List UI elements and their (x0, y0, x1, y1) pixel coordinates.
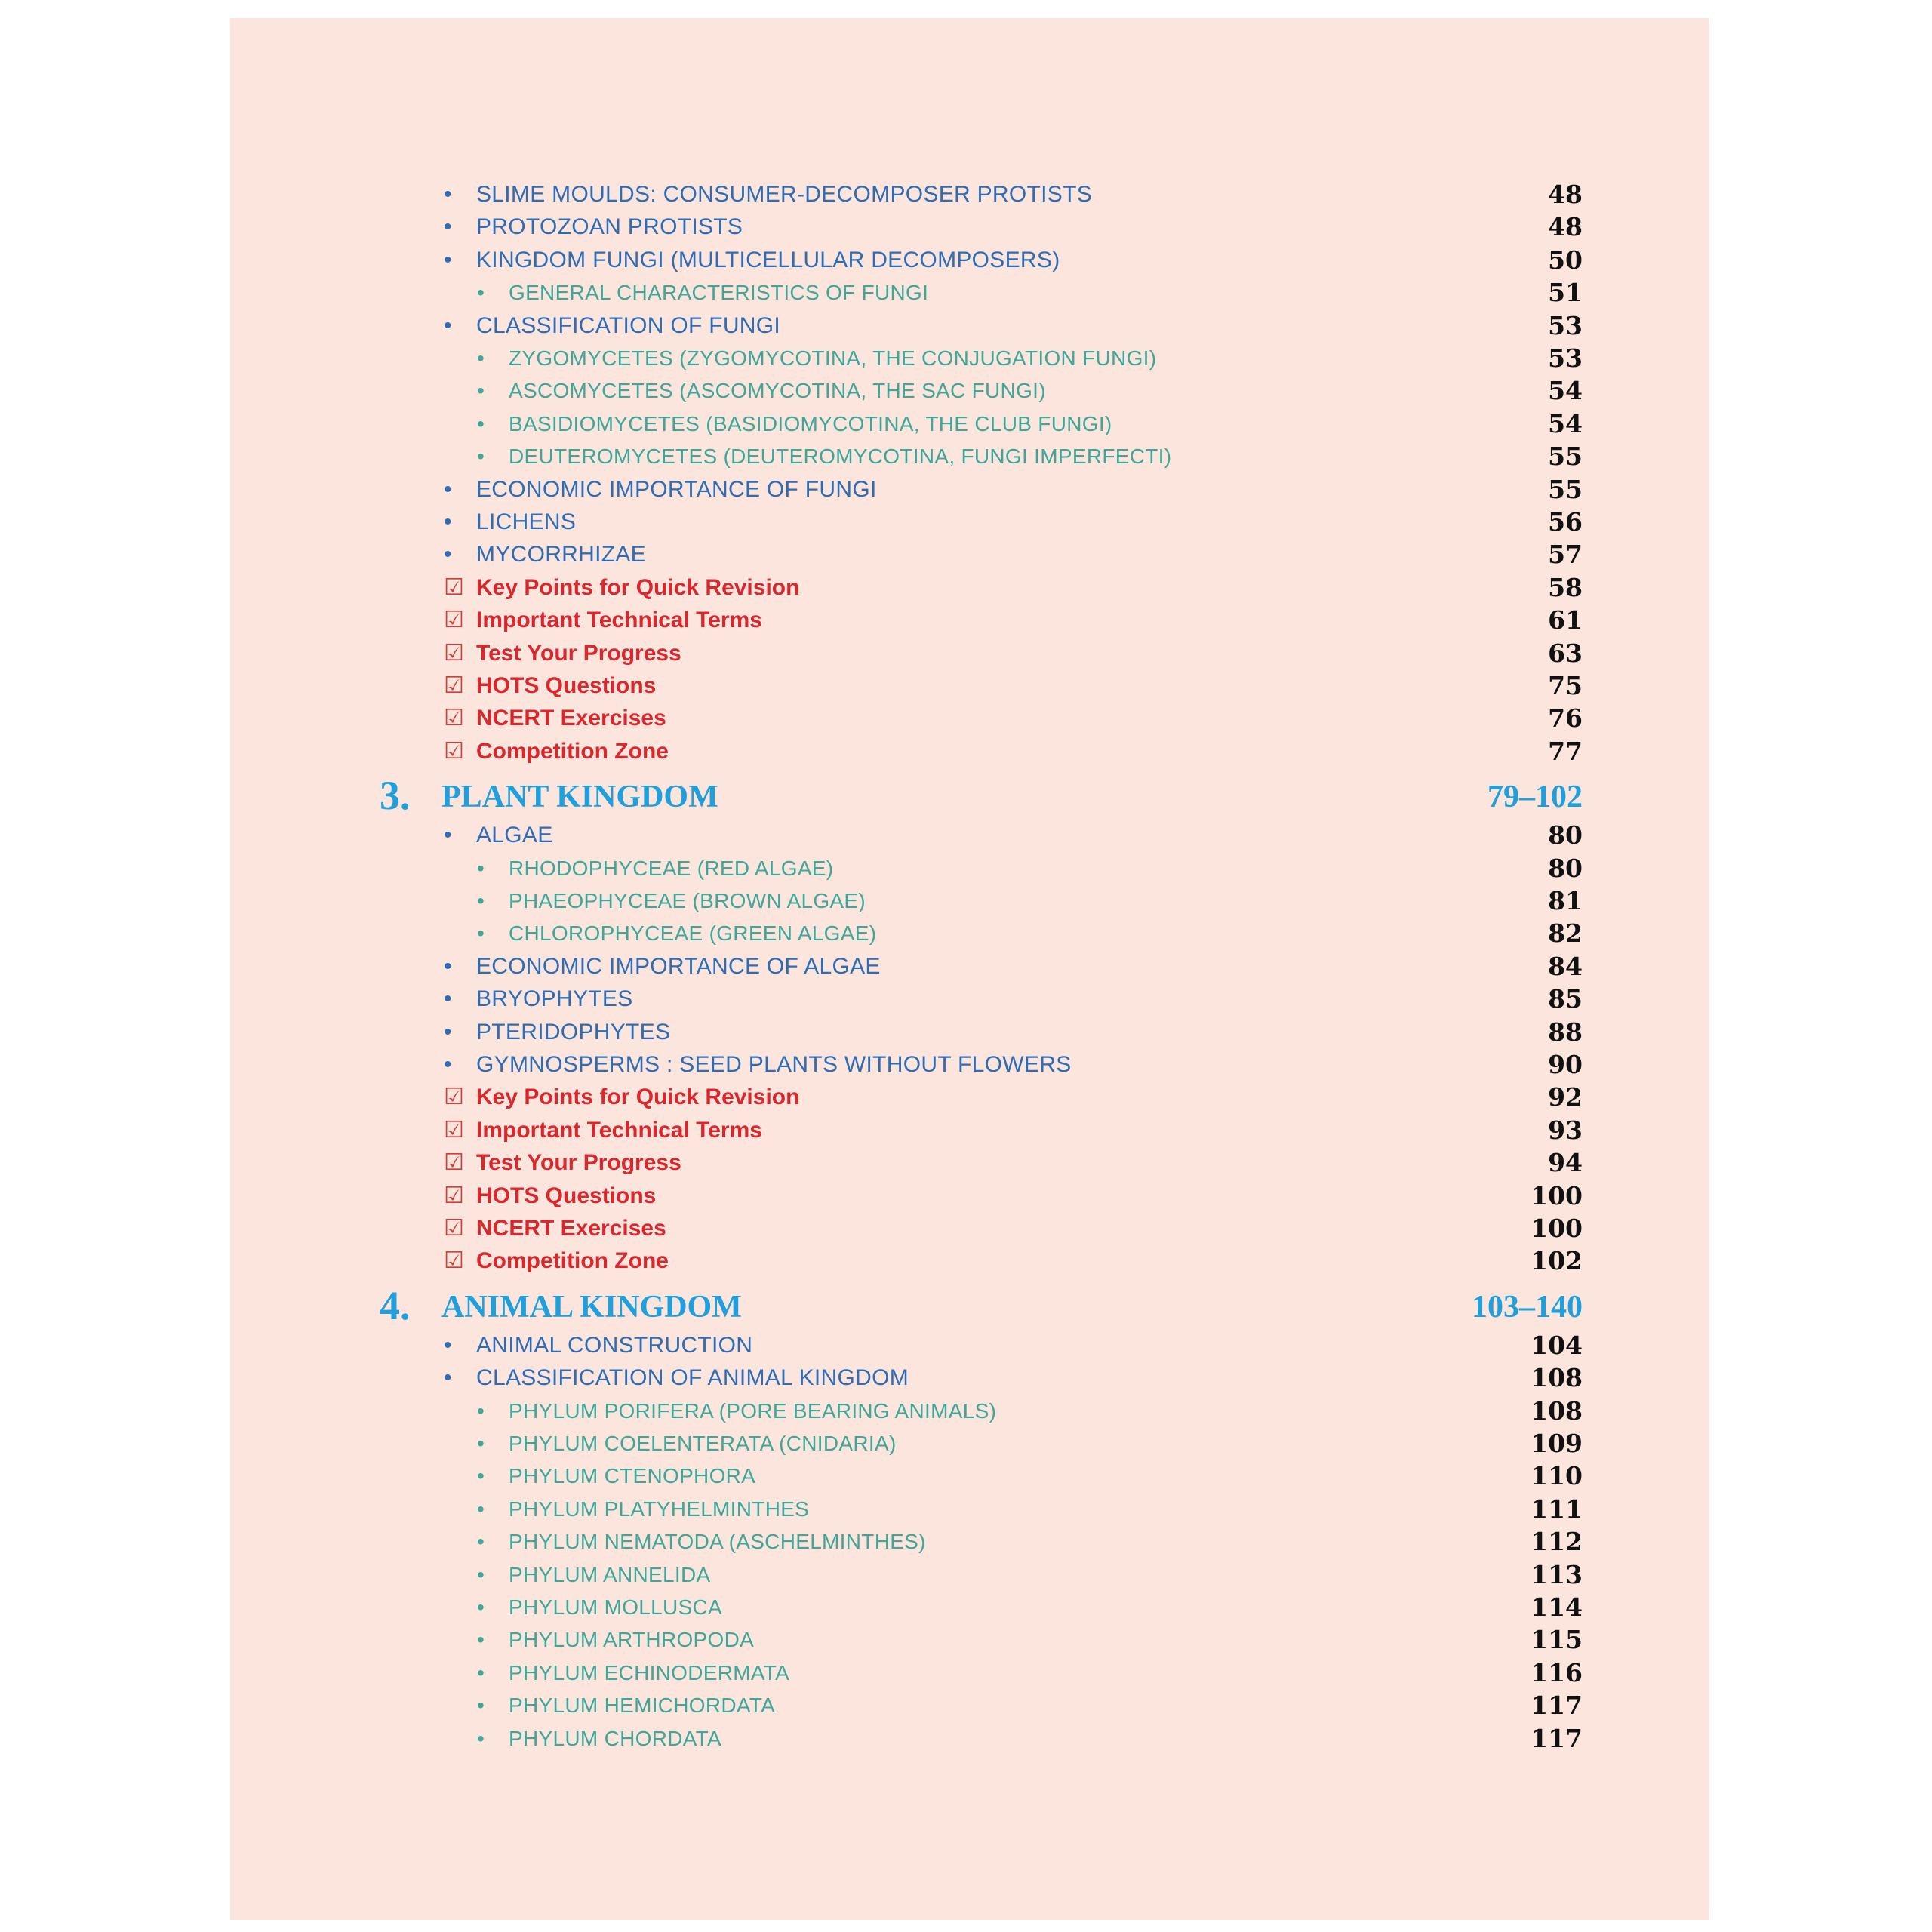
page-number: 48 (1548, 180, 1583, 209)
bullet-icon: • (477, 1595, 485, 1619)
topic-entry[interactable] (230, 506, 1709, 539)
page-number: 104 (1531, 1331, 1583, 1360)
checkbox-icon: ☑ (444, 1216, 464, 1241)
feature-entry[interactable] (230, 571, 1709, 605)
entry-title: ASCOMYCETES (ASCOMYCOTINA, THE SAC FUNGI) (509, 379, 1046, 402)
page-number: 116 (1531, 1658, 1583, 1687)
bullet-icon: • (444, 542, 452, 567)
bullet-icon: • (477, 1432, 485, 1455)
entry-title: HOTS Questions (476, 1183, 657, 1208)
entry-title: CLASSIFICATION OF ANIMAL KINGDOM (476, 1365, 909, 1390)
bullet-icon: • (477, 281, 485, 304)
checkbox-icon: ☑ (444, 641, 464, 666)
chapter-heading[interactable] (230, 769, 1709, 822)
chapter-page-range: 103–140 (1472, 1290, 1583, 1324)
subtopic-entry[interactable] (230, 852, 1709, 885)
entry-title: Test Your Progress (476, 641, 681, 666)
page-number: 84 (1548, 952, 1583, 981)
topic-entry[interactable] (230, 1016, 1709, 1049)
bullet-icon: • (444, 509, 452, 534)
bullet-icon: • (444, 1020, 452, 1044)
page-number: 90 (1548, 1050, 1583, 1079)
feature-entry[interactable] (230, 735, 1709, 768)
chapter-number: 4. (380, 1283, 411, 1328)
bullet-icon: • (477, 1464, 485, 1487)
entry-title: ECONOMIC IMPORTANCE OF FUNGI (476, 477, 877, 502)
topic-entry[interactable] (230, 473, 1709, 506)
entry-title: MYCORRHIZAE (476, 542, 646, 567)
bullet-icon: • (444, 248, 452, 272)
topic-entry[interactable] (230, 950, 1709, 983)
bullet-icon: • (477, 1694, 485, 1717)
toc-page (230, 18, 1709, 1920)
feature-entry[interactable] (230, 637, 1709, 670)
subtopic-entry[interactable] (230, 884, 1709, 918)
bullet-icon: • (477, 889, 485, 912)
entry-title: Test Your Progress (476, 1150, 681, 1175)
page-number: 85 (1548, 984, 1583, 1014)
entry-title: PTERIDOPHYTES (476, 1020, 671, 1044)
feature-entry[interactable] (230, 1081, 1709, 1114)
page-number: 54 (1548, 376, 1583, 405)
page-number: 108 (1531, 1396, 1583, 1426)
checkbox-icon: ☑ (444, 608, 464, 632)
page-number: 100 (1531, 1181, 1583, 1211)
entry-title: Important Technical Terms (476, 608, 762, 632)
topic-entry[interactable] (230, 244, 1709, 277)
page-number: 92 (1548, 1082, 1583, 1112)
bullet-icon: • (477, 1661, 485, 1684)
checkbox-icon: ☑ (444, 575, 464, 600)
bullet-icon: • (477, 857, 485, 880)
page-number: 112 (1531, 1527, 1583, 1556)
bullet-icon: • (477, 412, 485, 435)
bullet-icon: • (477, 921, 485, 945)
bullet-icon: • (444, 182, 452, 207)
feature-entry[interactable] (230, 702, 1709, 735)
feature-entry[interactable] (230, 1212, 1709, 1245)
entry-title: PHYLUM NEMATODA (ASCHELMINTHES) (509, 1530, 926, 1553)
entry-title: Key Points for Quick Revision (476, 1084, 800, 1109)
entry-title: DEUTEROMYCETES (DEUTEROMYCOTINA, FUNGI IMPERFECTI) (509, 445, 1172, 468)
topic-entry[interactable] (230, 309, 1709, 343)
topic-entry[interactable] (230, 178, 1709, 211)
feature-entry[interactable] (230, 1114, 1709, 1147)
bullet-icon: • (444, 313, 452, 338)
page-number: 77 (1548, 737, 1583, 766)
page-number: 117 (1531, 1724, 1583, 1753)
entry-title: KINGDOM FUNGI (MULTICELLULAR DECOMPOSERS) (476, 248, 1060, 272)
topic-entry[interactable] (230, 1329, 1709, 1362)
page-number: 63 (1548, 638, 1583, 668)
bullet-icon: • (477, 1399, 485, 1423)
page-number: 76 (1548, 703, 1583, 733)
page-number: 61 (1548, 605, 1583, 635)
feature-entry[interactable] (230, 669, 1709, 703)
subtopic-entry[interactable] (230, 1427, 1709, 1460)
entry-title: Important Technical Terms (476, 1118, 762, 1143)
entry-title: GENERAL CHARACTERISTICS OF FUNGI (509, 281, 929, 304)
bullet-icon: • (477, 1727, 485, 1750)
entry-title: LICHENS (476, 509, 577, 534)
entry-title: CHLOROPHYCEAE (GREEN ALGAE) (509, 921, 877, 945)
page-number: 56 (1548, 507, 1583, 537)
page-number: 81 (1548, 886, 1583, 915)
bullet-icon: • (477, 445, 485, 468)
page-number: 102 (1531, 1246, 1583, 1275)
entry-title: NCERT Exercises (476, 1216, 666, 1241)
page-number: 100 (1531, 1214, 1583, 1243)
entry-title: GYMNOSPERMS : SEED PLANTS WITHOUT FLOWERS (476, 1052, 1072, 1077)
page-number: 48 (1548, 212, 1583, 242)
page-number: 53 (1548, 343, 1583, 373)
feature-entry[interactable] (230, 1146, 1709, 1180)
page-number: 117 (1531, 1690, 1583, 1720)
entry-title: BASIDIOMYCETES (BASIDIOMYCOTINA, THE CLUB FUNGI) (509, 412, 1112, 435)
subtopic-entry[interactable] (230, 374, 1709, 408)
topic-entry[interactable] (230, 211, 1709, 244)
bullet-icon: • (477, 1497, 485, 1521)
entry-title: ECONOMIC IMPORTANCE OF ALGAE (476, 954, 881, 979)
page-number: 109 (1531, 1429, 1583, 1458)
bullet-icon: • (477, 379, 485, 402)
page-number: 93 (1548, 1115, 1583, 1145)
checkbox-icon: ☑ (444, 1183, 464, 1208)
page-number: 51 (1548, 278, 1583, 307)
entry-title: PHYLUM PORIFERA (PORE BEARING ANIMALS) (509, 1399, 997, 1423)
page-number: 55 (1548, 475, 1583, 504)
entry-title: PHYLUM CHORDATA (509, 1727, 721, 1750)
entry-title: ANIMAL CONSTRUCTION (476, 1333, 753, 1358)
subtopic-entry[interactable] (230, 1689, 1709, 1722)
page-number: 55 (1548, 441, 1583, 471)
checkbox-icon: ☑ (444, 1150, 464, 1175)
page-number: 113 (1531, 1560, 1583, 1589)
page-number: 80 (1548, 820, 1583, 850)
subtopic-entry[interactable] (230, 1460, 1709, 1493)
bullet-icon: • (444, 1365, 452, 1390)
bullet-icon: • (444, 214, 452, 239)
entry-title: PHYLUM CTENOPHORA (509, 1464, 756, 1487)
feature-entry[interactable] (230, 604, 1709, 637)
subtopic-entry[interactable] (230, 1657, 1709, 1690)
subtopic-entry[interactable] (230, 1493, 1709, 1526)
entry-title: HOTS Questions (476, 673, 657, 698)
chapter-number: 3. (380, 773, 411, 818)
entry-title: NCERT Exercises (476, 706, 666, 731)
feature-entry[interactable] (230, 1244, 1709, 1278)
subtopic-entry[interactable] (230, 1623, 1709, 1657)
subtopic-entry[interactable] (230, 1591, 1709, 1624)
entry-title: PHYLUM PLATYHELMINTHES (509, 1497, 810, 1521)
entry-title: Key Points for Quick Revision (476, 575, 800, 600)
bullet-icon: • (477, 346, 485, 370)
page-number: 82 (1548, 918, 1583, 948)
page-number: 110 (1531, 1461, 1583, 1491)
page-number: 111 (1531, 1494, 1583, 1524)
topic-entry[interactable] (230, 538, 1709, 571)
entry-title: Competition Zone (476, 739, 669, 764)
page-number: 50 (1548, 245, 1583, 275)
entry-title: ALGAE (476, 823, 553, 848)
checkbox-icon: ☑ (444, 706, 464, 731)
chapter-page-range: 79–102 (1487, 780, 1583, 814)
entry-title: ZYGOMYCETES (ZYGOMYCOTINA, THE CONJUGATION FUNGI) (509, 346, 1157, 370)
chapter-title: PLANT KINGDOM (441, 780, 718, 814)
subtopic-entry[interactable] (230, 1722, 1709, 1755)
entry-title: Competition Zone (476, 1248, 669, 1273)
topic-entry[interactable] (230, 983, 1709, 1016)
topic-entry[interactable] (230, 1361, 1709, 1395)
page-number: 115 (1531, 1625, 1583, 1654)
entry-title: BRYOPHYTES (476, 986, 633, 1011)
page-number: 53 (1548, 311, 1583, 340)
page-number: 114 (1531, 1592, 1583, 1622)
page-number: 108 (1531, 1363, 1583, 1392)
bullet-icon: • (444, 1333, 452, 1358)
chapter-heading[interactable] (230, 1279, 1709, 1332)
page-number: 58 (1548, 573, 1583, 602)
bullet-icon: • (444, 1052, 452, 1077)
subtopic-entry[interactable] (230, 440, 1709, 473)
chapter-title: ANIMAL KINGDOM (441, 1290, 742, 1324)
bullet-icon: • (444, 954, 452, 979)
entry-title: CLASSIFICATION OF FUNGI (476, 313, 781, 338)
bullet-icon: • (444, 823, 452, 848)
entry-title: PHYLUM MOLLUSCA (509, 1595, 723, 1619)
topic-entry[interactable] (230, 1048, 1709, 1081)
page-number: 57 (1548, 540, 1583, 569)
subtopic-entry[interactable] (230, 1558, 1709, 1592)
bullet-icon: • (444, 986, 452, 1011)
table-of-contents (230, 18, 1709, 1920)
entry-title: PHYLUM ANNELIDA (509, 1563, 711, 1586)
entry-title: PHYLUM ECHINODERMATA (509, 1661, 790, 1684)
checkbox-icon: ☑ (444, 739, 464, 764)
entry-title: RHODOPHYCEAE (RED ALGAE) (509, 857, 834, 880)
checkbox-icon: ☑ (444, 1248, 464, 1273)
entry-title: PHAEOPHYCEAE (BROWN ALGAE) (509, 889, 866, 912)
subtopic-entry[interactable] (230, 408, 1709, 441)
entry-title: PHYLUM COELENTERATA (CNIDARIA) (509, 1432, 897, 1455)
feature-entry[interactable] (230, 1180, 1709, 1213)
bullet-icon: • (477, 1530, 485, 1553)
page-number: 80 (1548, 854, 1583, 883)
topic-entry[interactable] (230, 819, 1709, 852)
bullet-icon: • (444, 477, 452, 502)
entry-title: PHYLUM HEMICHORDATA (509, 1694, 776, 1717)
checkbox-icon: ☑ (444, 673, 464, 698)
page-number: 88 (1548, 1017, 1583, 1047)
entry-title: SLIME MOULDS: CONSUMER-DECOMPOSER PROTISTS (476, 182, 1093, 207)
page-number: 94 (1548, 1148, 1583, 1177)
entry-title: PHYLUM ARTHROPODA (509, 1628, 755, 1651)
page-number: 54 (1548, 409, 1583, 438)
subtopic-entry[interactable] (230, 342, 1709, 375)
subtopic-entry[interactable] (230, 276, 1709, 309)
bullet-icon: • (477, 1563, 485, 1586)
subtopic-entry[interactable] (230, 1395, 1709, 1428)
checkbox-icon: ☑ (444, 1084, 464, 1109)
subtopic-entry[interactable] (230, 1525, 1709, 1558)
checkbox-icon: ☑ (444, 1118, 464, 1143)
bullet-icon: • (477, 1628, 485, 1651)
page-number: 75 (1548, 671, 1583, 700)
subtopic-entry[interactable] (230, 917, 1709, 950)
entry-title: PROTOZOAN PROTISTS (476, 214, 743, 239)
